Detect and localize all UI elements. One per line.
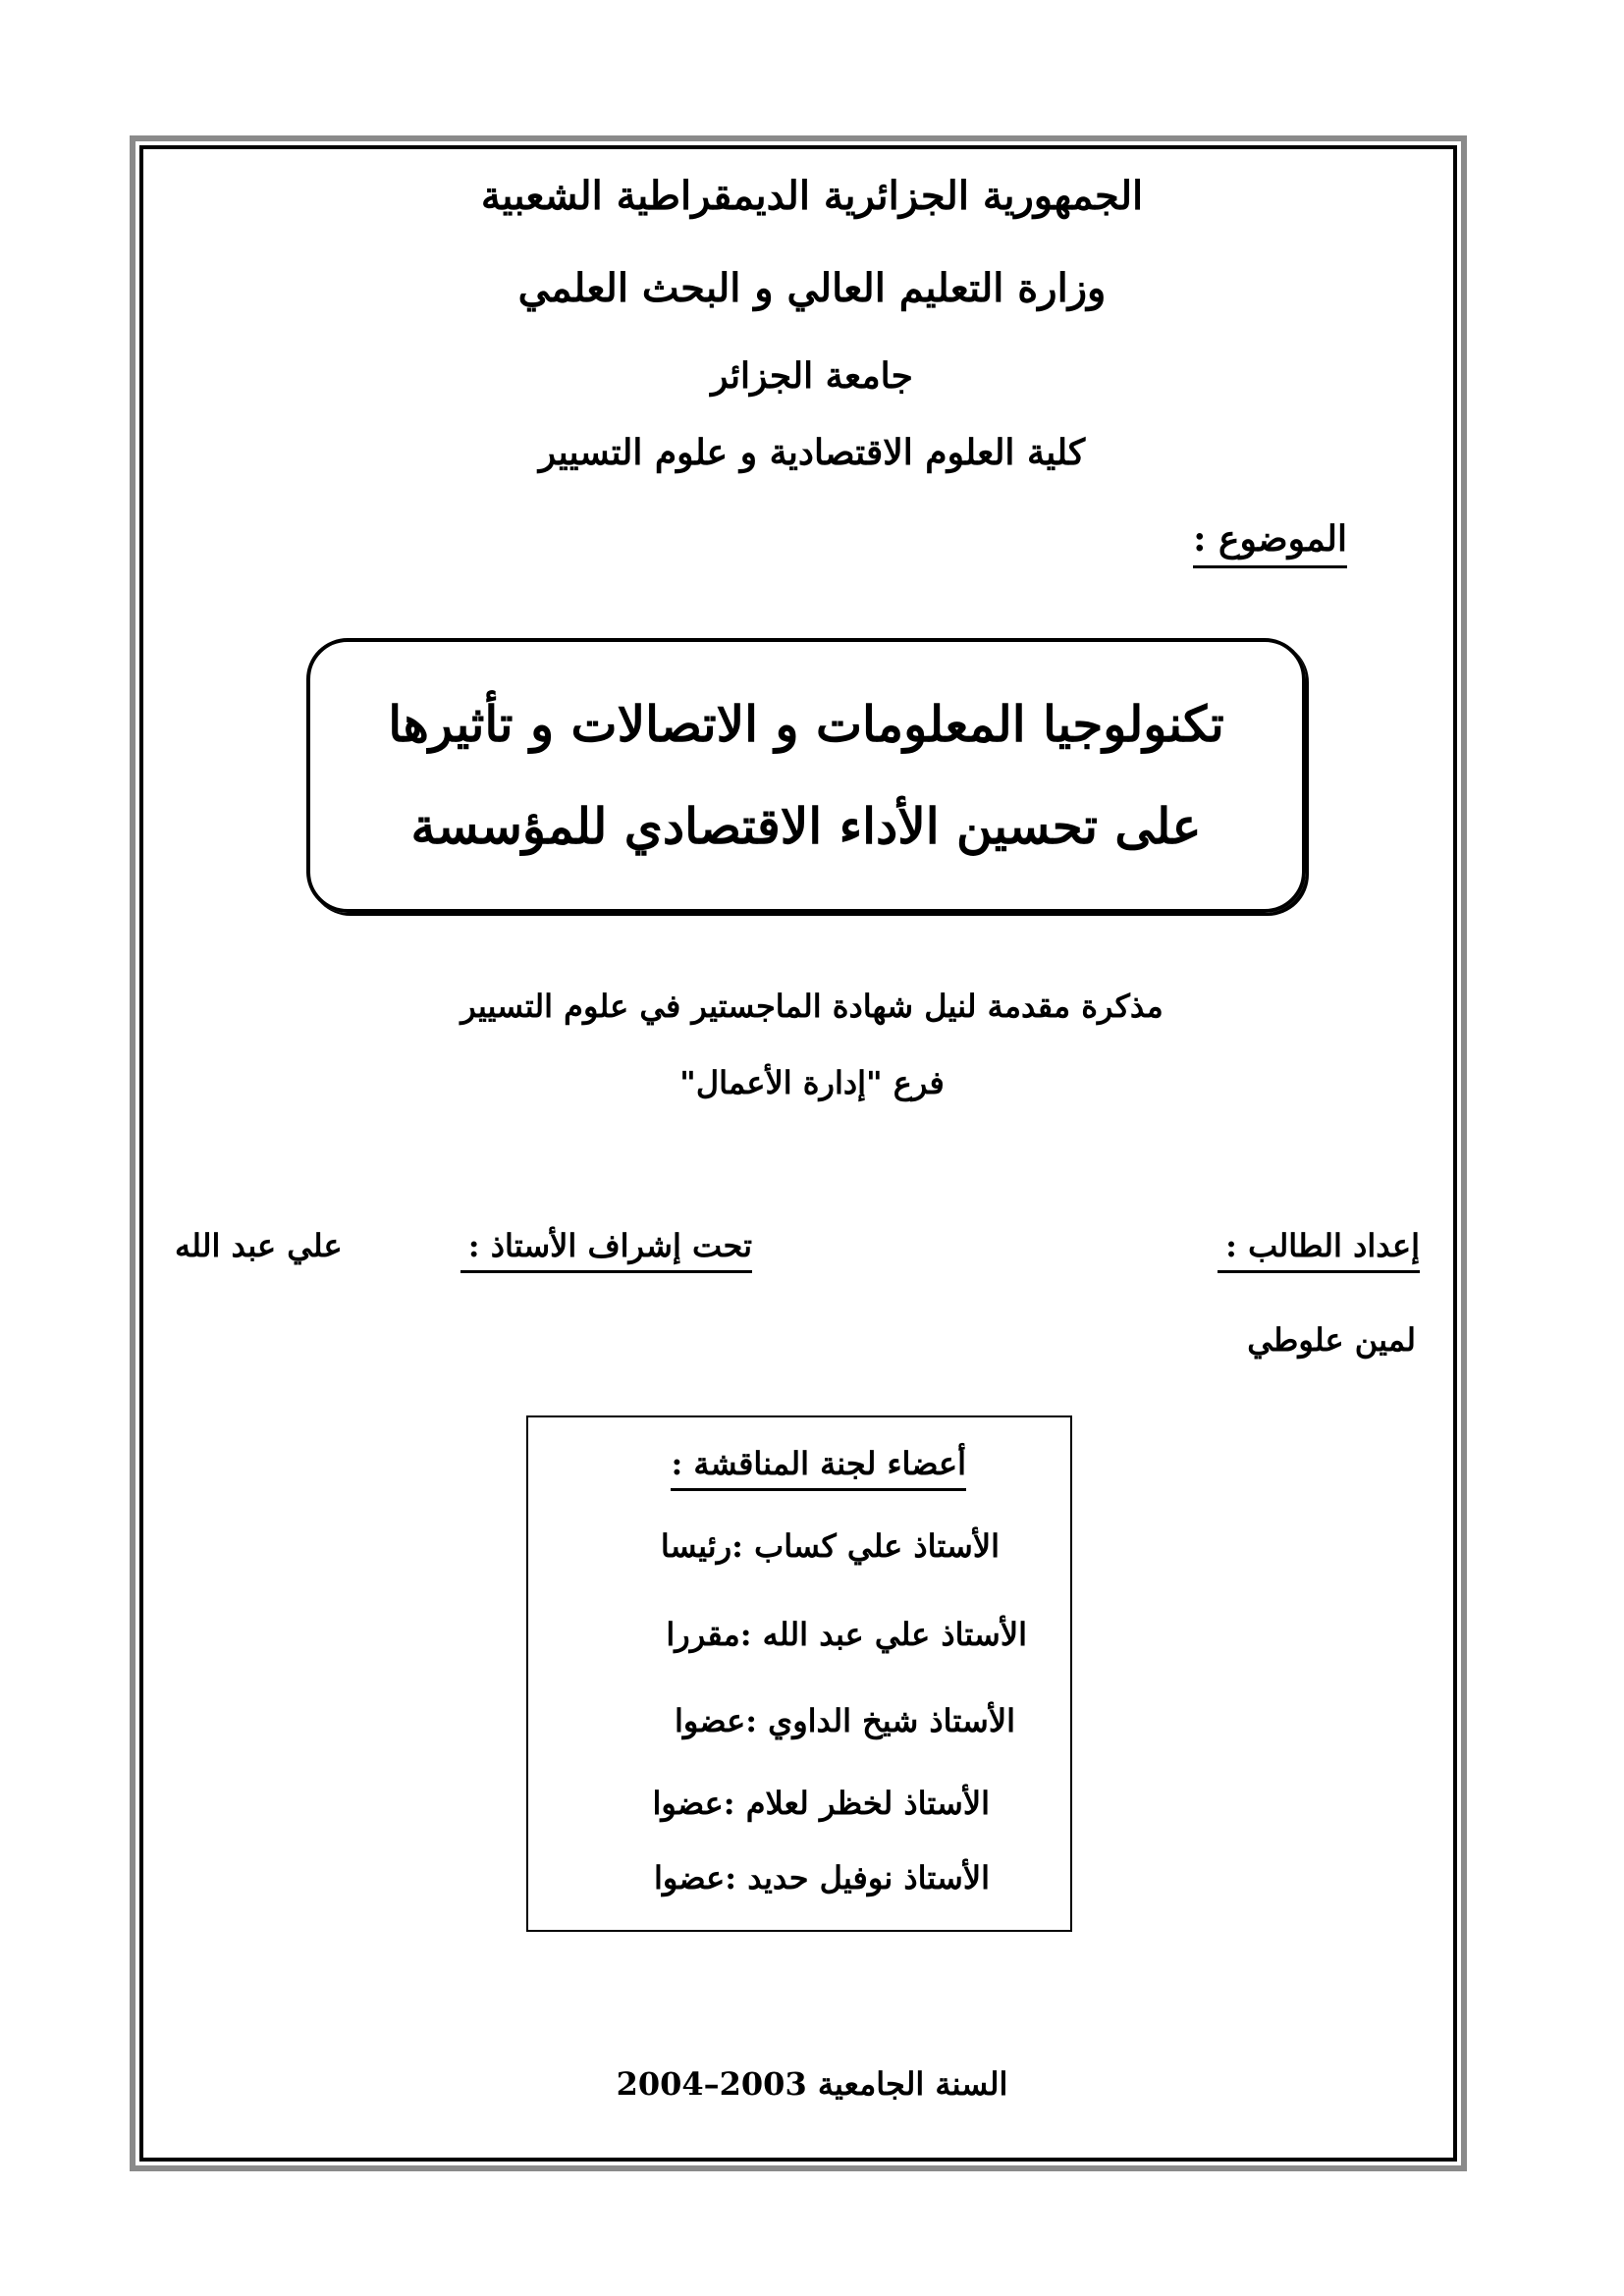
committee-member: الأستاذ شيخ الداوي :عضوا xyxy=(674,1702,1015,1739)
committee-heading xyxy=(671,1445,966,1482)
academic-year: السنة الجامعية 2003–2004 xyxy=(616,2065,1008,2103)
thesis-description: مذكرة مقدمة لنيل شهادة الماجستير في علوم التسيير xyxy=(460,988,1164,1025)
supervisor-label-text: تحت إشراف الأستاذ : xyxy=(460,1227,752,1273)
committee-member: الأستاذ نوفيل حديد :عضوا xyxy=(653,1859,990,1896)
committee-member: الأستاذ علي عبد الله :مقررا xyxy=(666,1616,1027,1653)
subject-label xyxy=(1193,518,1347,560)
committee-box xyxy=(526,1415,1072,1932)
committee-member: الأستاذ علي كساب :رئيسا xyxy=(660,1527,1000,1565)
republic-heading: الجمهورية الجزائرية الديمقراطية الشعبية xyxy=(480,173,1144,219)
faculty-heading: كلية العلوم الاقتصادية و علوم التسيير xyxy=(538,432,1086,473)
committee-heading-text: أعضاء لجنة المناقشة : xyxy=(671,1445,966,1491)
thesis-title-line2: على تحسين الأداء الاقتصادي للمؤسسة xyxy=(410,797,1202,855)
thesis-title-line1: تكنولوجيا المعلومات و الاتصالات و تأثيرها xyxy=(388,695,1224,753)
supervisor-label xyxy=(460,1227,752,1264)
student-label-text: إعداد الطالب : xyxy=(1218,1227,1420,1273)
subject-label-text: الموضوع : xyxy=(1193,518,1347,568)
committee-member: الأستاذ لخظر لعلام :عضوا xyxy=(652,1785,990,1822)
university-heading: جامعة الجزائر xyxy=(711,355,913,397)
student-name: لمين علوطي xyxy=(1247,1321,1416,1359)
ministry-heading: وزارة التعليم العالي و البحث العلمي xyxy=(517,265,1107,311)
thesis-branch: فرع "إدارة الأعمال" xyxy=(679,1064,945,1101)
student-label xyxy=(1218,1227,1420,1264)
title-box xyxy=(306,638,1306,913)
supervisor-name: علي عبد الله xyxy=(175,1227,343,1264)
